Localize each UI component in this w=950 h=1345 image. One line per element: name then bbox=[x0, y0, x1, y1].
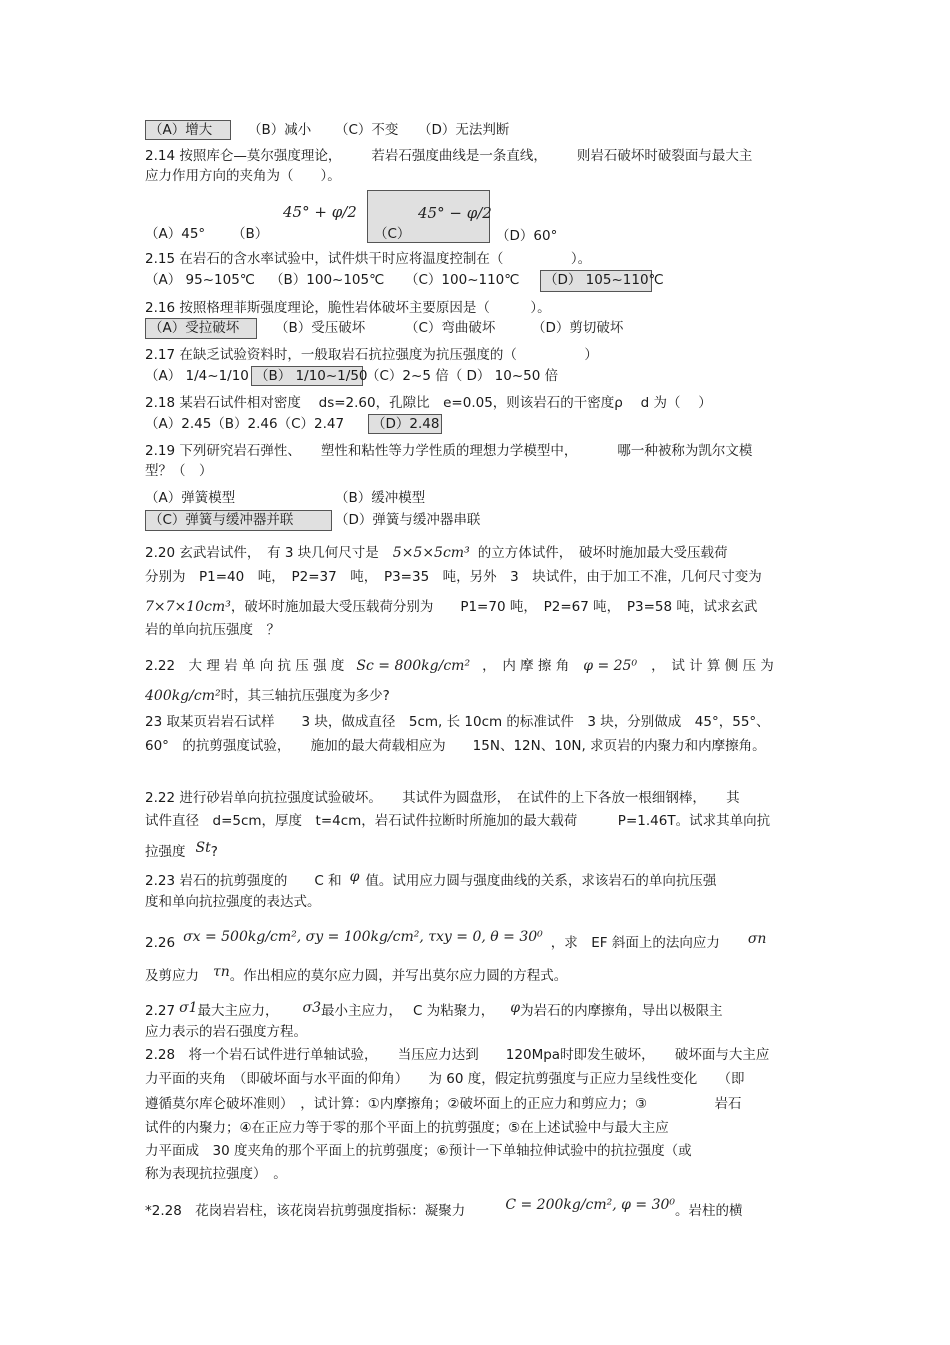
option-a-highlighted: （A）增大 bbox=[145, 120, 231, 140]
q220-line1: 2.20 玄武岩试件， 有 3 块几何尺寸是 5×5×5cm³ 的立方体试件， 破坏时施加最大受压载荷 bbox=[145, 545, 728, 561]
q220-line3: 7×7×10cm³，破坏时施加最大受压载荷分别为 P1=70 吨， P2=67 吨， P3=58 吨，试求玄武 bbox=[145, 599, 758, 615]
option-d: （D）无法判断 bbox=[418, 122, 510, 138]
q222b-line3: 拉强度 St? bbox=[145, 840, 218, 860]
q222b-line1: 2.22 进行砂岩单向抗拉强度试验破坏。 其试件为圆盘形， 在试件的上下各放一根细钢棒， 其 bbox=[145, 790, 740, 806]
option-c: （C）不变 bbox=[335, 122, 399, 138]
q228-line4: 试件的内聚力；④在正应力等于零的那个平面上的抗剪强度；⑤在上述试验中与最大主应 bbox=[145, 1120, 669, 1136]
option-d: （D）弹簧与缓冲器串联 bbox=[335, 512, 481, 528]
q222b-line2: 试件直径 d=5cm，厚度 t=4cm，岩石试件拉断时所施加的最大载荷 P=1.46T。试求其单向抗 bbox=[145, 813, 771, 829]
option-a: （A） 1/4~1/10 bbox=[145, 368, 249, 384]
q218-line1: 2.18 某岩石试件相对密度 ds=2.60，孔隙比 e=0.05，则该岩石的干密度ρ d 为（ ） bbox=[145, 395, 712, 411]
option-b: （B）减小 bbox=[248, 122, 312, 138]
q23-line2: 60° 的抗剪强度试验， 施加的最大荷载相应为 15N、12N、10N, 求页岩的内聚力和内摩擦角。 bbox=[145, 738, 766, 754]
q219-line1: 2.19 下列研究岩石弹性、 塑性和粘性等力学性质的理想力学模型中， 哪一种被称为凯尔文模 bbox=[145, 443, 753, 459]
option-a: （A）弹簧模型 bbox=[145, 490, 236, 506]
q227-line1: 2.27 σ1最大主应力， σ3最小主应力， C 为粘聚力， φ为岩石的内摩擦角，导出以极限主 bbox=[145, 1000, 723, 1019]
option-b: （B） bbox=[232, 226, 269, 242]
q214-line2: 应力作用方向的夹角为（ ）。 bbox=[145, 168, 341, 184]
q214-line1: 2.14 按照库仑—莫尔强度理论， 若岩石强度曲线是一条直线， 则岩石破坏时破裂面与最大主 bbox=[145, 148, 753, 164]
q228-line5: 力平面成 30 度夹角的那个平面上的抗剪强度；⑥预计一下单轴拉伸试验中的抗拉强度（或 bbox=[145, 1143, 692, 1159]
formula-c: 45° − φ/2 bbox=[418, 204, 492, 222]
option-d-highlighted: （D） 105~110℃ bbox=[540, 270, 652, 292]
option-c-label: （C） bbox=[374, 226, 411, 242]
option-c-d: （C）2~5 倍（ D） 10~50 倍 bbox=[366, 368, 559, 384]
option-b: （B）缓冲模型 bbox=[335, 490, 426, 506]
q226-line2: 及剪应力 τn。作出相应的莫尔应力圆，并写出莫尔应力圆的方程式。 bbox=[145, 964, 568, 984]
option-b: （B）受压破坏 bbox=[275, 320, 366, 336]
option-c: （C）100~110℃ bbox=[405, 272, 520, 288]
q228-line6: 称为表现抗拉强度） 。 bbox=[145, 1166, 287, 1182]
option-a-highlighted: （A）受拉破坏 bbox=[145, 318, 257, 339]
option-b-highlighted: （B） 1/10~1/50 bbox=[251, 366, 363, 386]
q228-line3: 遵循莫尔库仑破坏准则） ，试计算：①内摩擦角；②破坏面上的正应力和剪应力；③ 岩石 bbox=[145, 1096, 742, 1112]
q220-line4: 岩的单向抗压强度 ？ bbox=[145, 622, 280, 638]
q228s-line1: *2.28 花岗岩岩柱，该花岗岩抗剪强度指标：凝聚力 C = 200kg/cm², φ = 30⁰。岩柱的横 bbox=[145, 1197, 743, 1219]
q217-line1: 2.17 在缺乏试验资料时，一般取岩石抗拉强度为抗压强度的（ ） bbox=[145, 347, 598, 363]
option-d-highlighted: （D）2.48 bbox=[368, 414, 442, 434]
q215-line1: 2.15 在岩石的含水率试验中，试件烘干时应将温度控制在（ ）。 bbox=[145, 251, 592, 267]
q219-line2: 型？（ ） bbox=[145, 463, 213, 479]
option-c-highlighted: （C）弹簧与缓冲器并联 bbox=[145, 510, 332, 531]
q216-line1: 2.16 按照格理菲斯强度理论，脆性岩体破坏主要原因是（ ）。 bbox=[145, 300, 551, 316]
q222a-line1: 2.22 大 理 岩 单 向 抗 压 强 度 Sc = 800kg/cm² ， 内 摩 擦 角 φ = 25⁰ ， 试 计 算 侧 压 为 bbox=[145, 658, 774, 674]
q228-line2: 力平面的夹角 （即破坏面与水平面的仰角） 为 60 度，假定抗剪强度与正应力呈线性变化 （即 bbox=[145, 1071, 745, 1087]
option-c-highlighted bbox=[367, 190, 490, 243]
option-d: （D）60° bbox=[496, 228, 558, 244]
q220-line2: 分别为 P1=40 吨， P2=37 吨， P3=35 吨，另外 3 块试件，由于加工不准，几何尺寸变为 bbox=[145, 569, 762, 585]
option-a: （A） 95~105℃ bbox=[145, 272, 255, 288]
q23-line1: 23 取某页岩岩石试样 3 块，做成直径 5cm, 长 10cm 的标准试件 3 块，分别做成 45°，55°、 bbox=[145, 714, 770, 730]
q226-line1: 2.26 σx = 500kg/cm², σy = 100kg/cm², τxy = 0, θ = 30⁰ ，求 EF 斜面上的法向应力 σn bbox=[145, 929, 767, 951]
option-a-b-c: （A）2.45（B）2.46（C）2.47 bbox=[145, 416, 345, 432]
formula-b: 45° + φ/2 bbox=[283, 203, 357, 221]
q228-line1: 2.28 将一个岩石试件进行单轴试验， 当压应力达到 120Mpa时即发生破坏， 破坏面与大主应 bbox=[145, 1047, 770, 1063]
option-c: （C）弯曲破坏 bbox=[405, 320, 496, 336]
option-d: （D）剪切破坏 bbox=[532, 320, 624, 336]
q223-line2: 度和单向抗拉强度的表达式。 bbox=[145, 894, 321, 910]
q223-line1: 2.23 岩石的抗剪强度的 C 和 φ 值。试用应力圆与强度曲线的关系，求该岩石的单向抗压强 bbox=[145, 869, 717, 889]
option-a: （A）45° bbox=[145, 226, 206, 242]
q227-line2: 应力表示的岩石强度方程。 bbox=[145, 1024, 307, 1040]
q222a-line2: 400kg/cm²时，其三轴抗压强度为多少? bbox=[145, 688, 390, 704]
option-b: （B）100~105℃ bbox=[270, 272, 385, 288]
